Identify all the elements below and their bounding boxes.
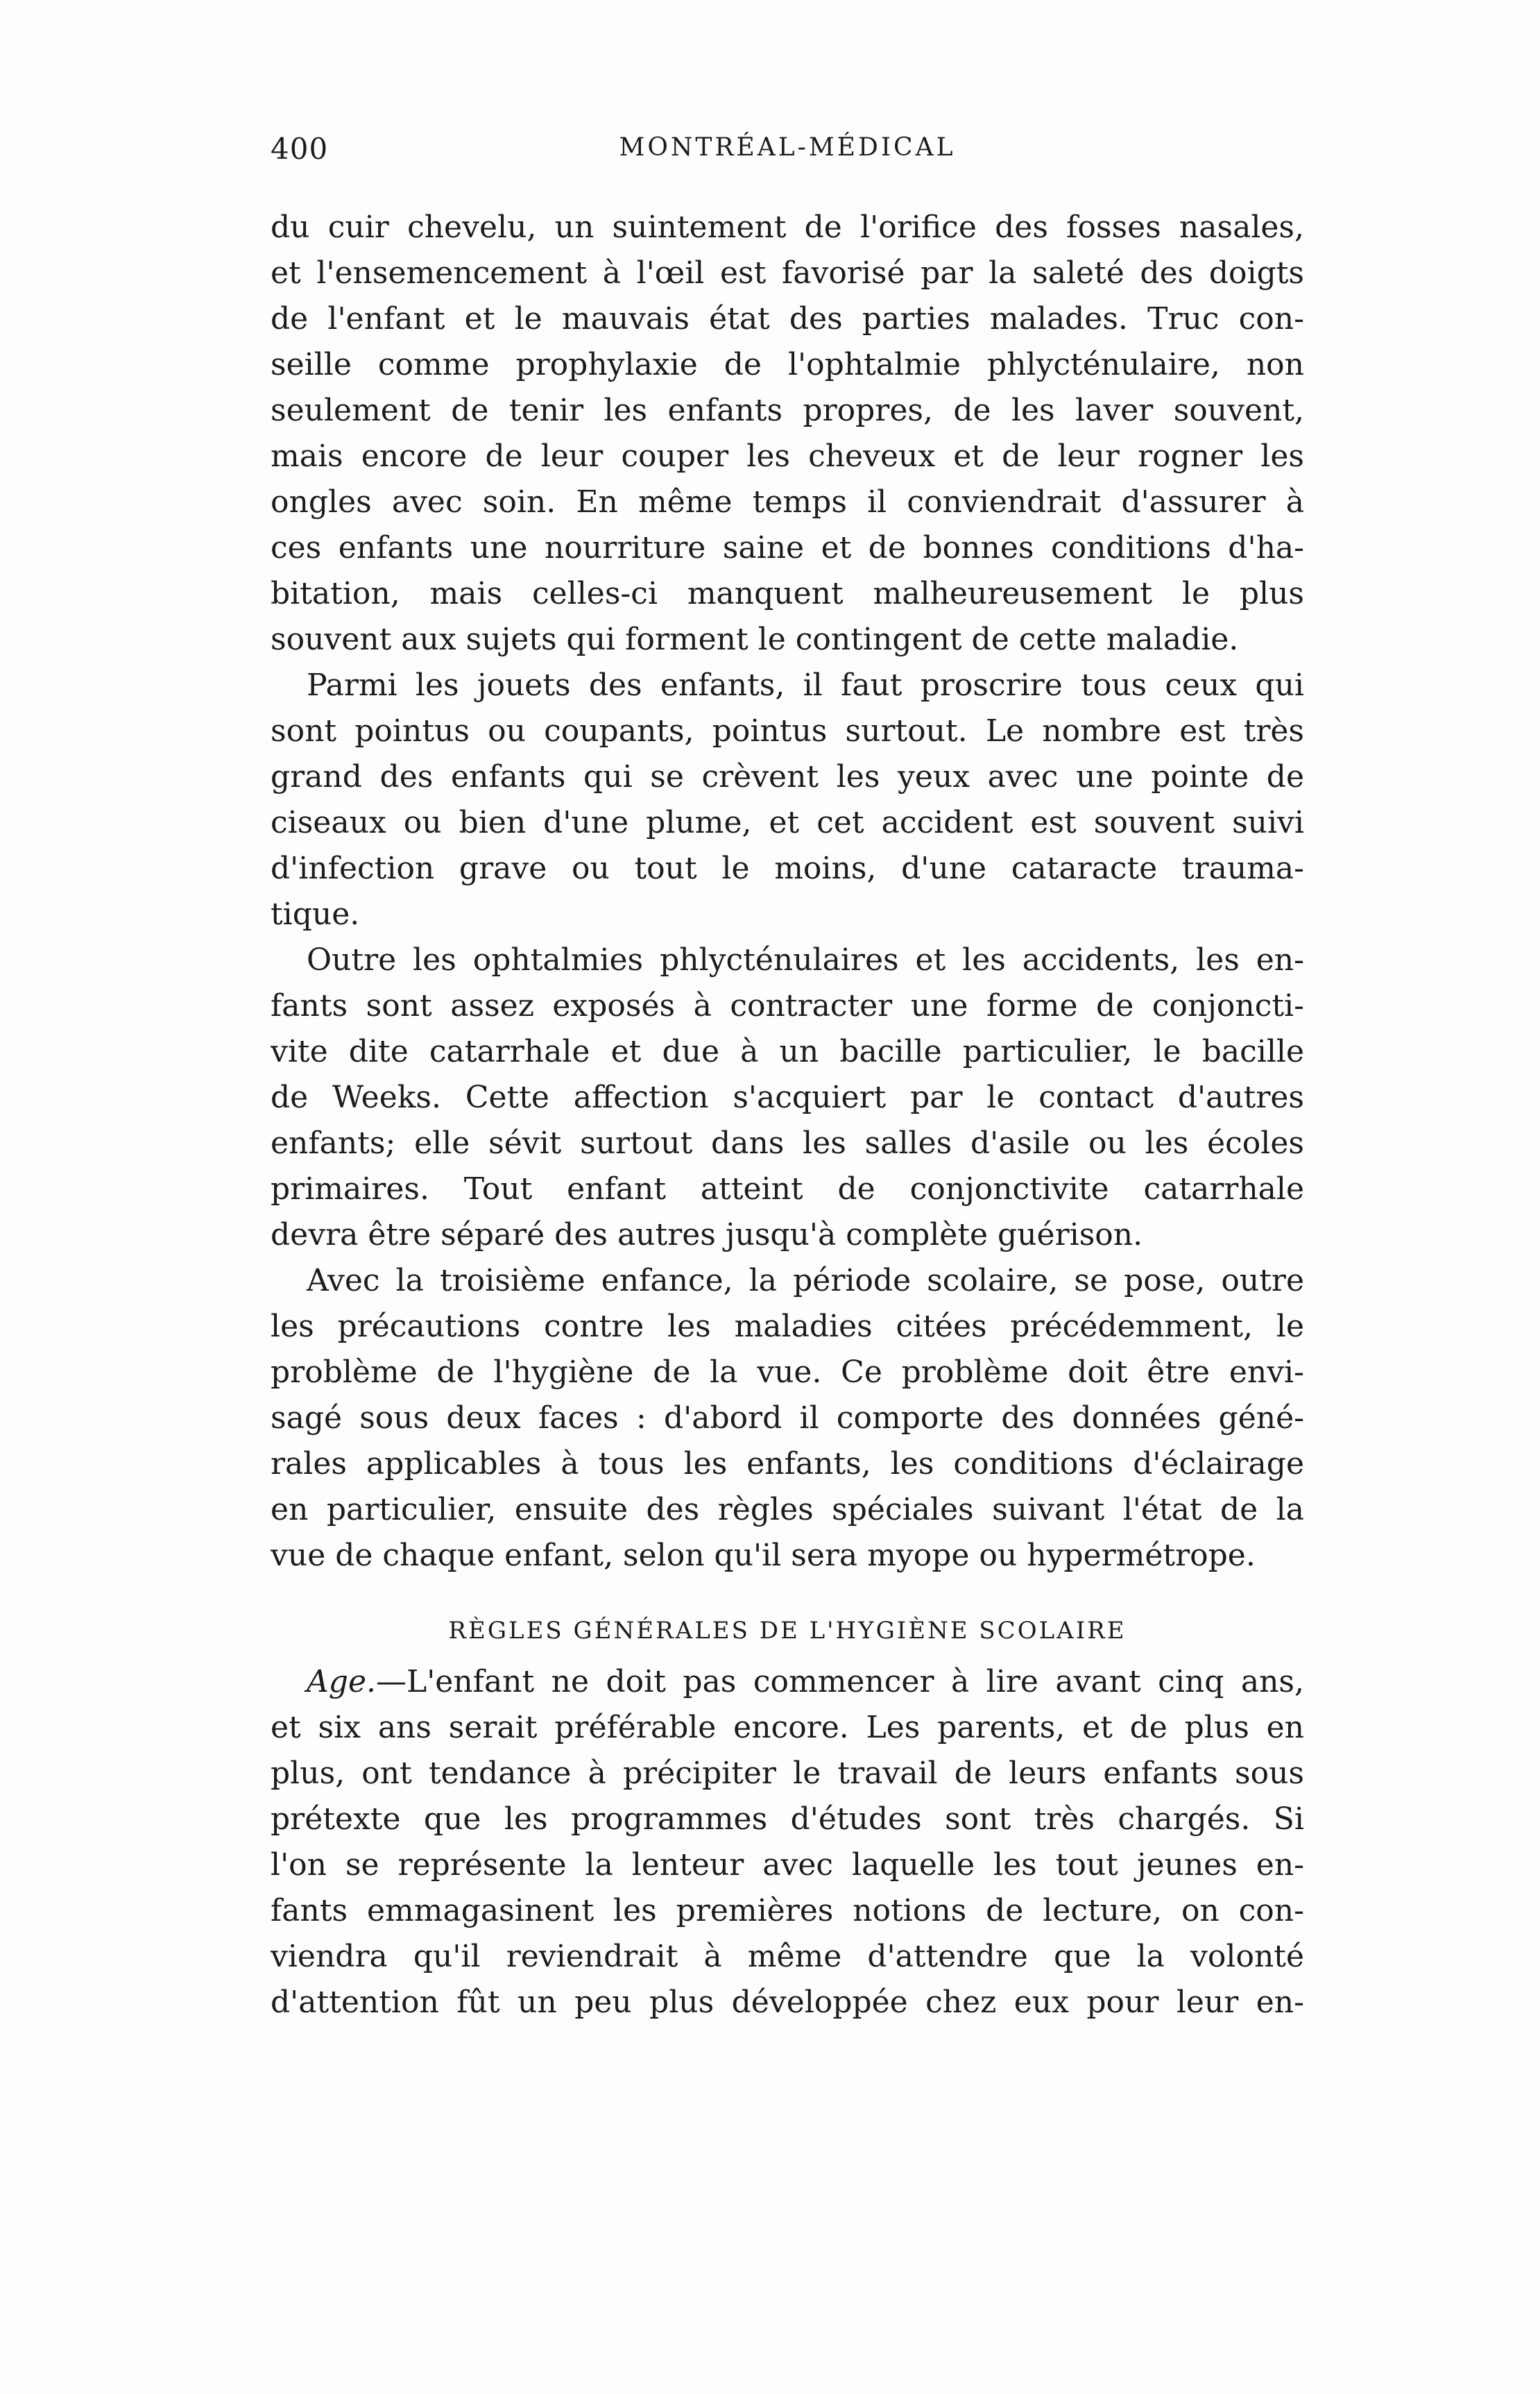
text-line: et l'ensemencement à l'œil est favorisé par la saleté des doigts [271,255,1304,291]
text-line: et six ans serait préférable encore. Les parents, et de plus en [271,1710,1304,1745]
page-number: 400 [271,132,329,166]
text-line: fants sont assez exposés à contracter une forme de conjoncti- [271,988,1304,1024]
text-line: fants emmagasinent les premières notions de lecture, on con- [271,1893,1304,1928]
text-line: rales applicables à tous les enfants, les conditions d'éclairage [271,1446,1304,1482]
text-line: du cuir chevelu, un suintement de l'orifice des fosses nasales, [271,210,1304,245]
text-line [271,1659,1304,1705]
text-line: enfants; elle sévit surtout dans les salles d'asile ou les écoles [271,1126,1304,1161]
text-line: de l'enfant et le mauvais état des parties malades. Truc con- [271,301,1304,337]
text-line: primaires. Tout enfant atteint de conjonctivite catarrhale [271,1171,1304,1207]
text-line: problème de l'hygiène de la vue. Ce problème doit être envi- [271,1355,1304,1390]
text-line: tique. [271,897,360,932]
text-line: les précautions contre les maladies citées précédemment, le [271,1309,1304,1344]
text-line: bitation, mais celles-ci manquent malheureusement le plus [271,576,1304,611]
text-line: souvent aux sujets qui forment le contingent de cette maladie. [271,622,1239,657]
text-line: seille comme prophylaxie de l'ophtalmie phlycténulaire, non [271,347,1304,382]
text-line: grand des enfants qui se crèvent les yeux avec une pointe de [271,759,1304,795]
paragraph-1 [271,205,1304,663]
paragraph-3 [271,937,1304,1258]
page-header [271,132,1304,173]
paragraph-2 [271,663,1304,937]
text-line: Outre les ophtalmies phlycténulaires et les accidents, les en- [307,942,1304,978]
age-first-line: —L'enfant ne doit pas commencer à lire avant cinq ans, [375,1664,1304,1699]
paragraph-4 [271,1258,1304,1579]
text-line: sont pointus ou coupants, pointus surtout. Le nombre est très [271,713,1304,749]
text-line: ongles avec soin. En même temps il conviendrait d'assurer à [271,484,1304,520]
text-line: vite dite catarrhale et due à un bacille particulier, le bacille [271,1034,1304,1069]
text-line: de Weeks. Cette affection s'acquiert par le contact d'autres [271,1080,1304,1115]
text-line: ciseaux ou bien d'une plume, et cet accident est souvent suivi [271,805,1304,840]
text-line: d'infection grave ou tout le moins, d'une cataracte trauma- [271,851,1304,886]
text-line: en particulier, ensuite des règles spéciales suivant l'état de la [271,1492,1304,1527]
text-line: ces enfants une nourriture saine et de bonnes conditions d'ha- [271,530,1304,566]
paragraph-age [271,1659,1304,2026]
age-lead: Age. [307,1664,376,1699]
text-line: Parmi les jouets des enfants, il faut proscrire tous ceux qui [307,668,1304,703]
text-line: prétexte que les programmes d'études sont très chargés. Si [271,1801,1304,1837]
text-line: viendra qu'il reviendrait à même d'attendre que la volonté [271,1939,1304,1974]
text-line: seulement de tenir les enfants propres, de les laver souvent, [271,393,1304,428]
text-line: l'on se représente la lenteur avec laquelle les tout jeunes en- [271,1847,1304,1883]
body-text [271,205,1304,2026]
text-line: mais encore de leur couper les cheveux et de leur rogner les [271,439,1304,474]
text-line: d'attention fût un peu plus développée chez eux pour leur en- [271,1985,1304,2020]
text-line: devra être séparé des autres jusqu'à complète guérison. [271,1217,1143,1253]
section-heading: RÈGLES GÉNÉRALES DE L'HYGIÈNE SCOLAIRE [448,1617,1127,1645]
text-line: Avec la troisième enfance, la période scolaire, se pose, outre [307,1263,1304,1298]
text-line: vue de chaque enfant, selon qu'il sera myope ou hypermétrope. [271,1538,1256,1573]
text-line: sagé sous deux faces : d'abord il comporte des données géné- [271,1400,1304,1436]
text-line: plus, ont tendance à précipiter le travail de leurs enfants sous [271,1756,1304,1791]
running-head: MONTRÉAL-MÉDICAL [619,133,956,162]
